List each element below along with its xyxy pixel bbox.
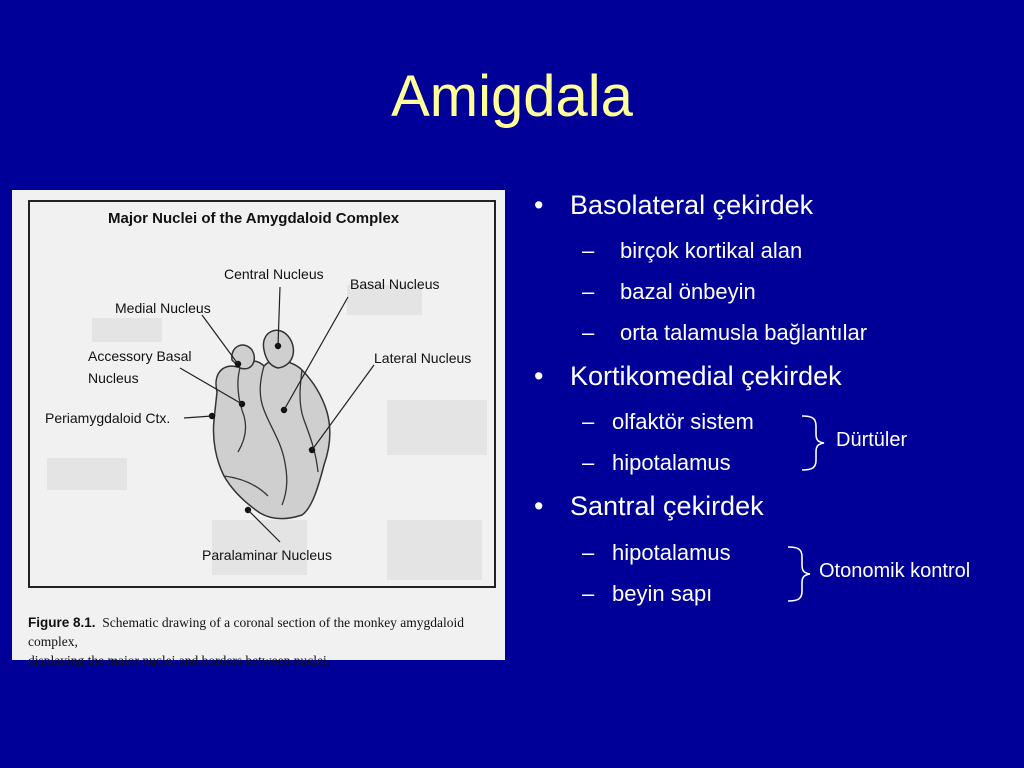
sub-item <box>582 409 754 435</box>
annotation-durtuler: Dürtüler <box>836 429 908 451</box>
annotation-otonomik: Otonomik kontrol <box>819 560 971 582</box>
sub-item <box>582 320 867 346</box>
sub-text: bazal önbeyin <box>620 279 756 304</box>
sub-text: beyin sapı <box>612 581 713 606</box>
amygdala-figure <box>12 190 505 668</box>
brace-durtuler <box>800 412 826 474</box>
dash-marker: – <box>582 238 595 263</box>
bullet-text: Santral çekirdek <box>570 491 764 521</box>
bullet-marker: • <box>534 361 544 391</box>
bullet-item <box>534 361 842 392</box>
label-central-nucleus: Central Nucleus <box>224 266 324 282</box>
sub-text: hipotalamus <box>612 540 731 565</box>
sub-item <box>582 581 712 607</box>
brace-otonomik <box>786 543 812 605</box>
label-periamygdaloid: Periamygdaloid Ctx. <box>45 410 171 426</box>
sub-text: orta talamusla bağlantılar <box>620 320 868 345</box>
figure-caption <box>28 613 498 670</box>
label-medial-nucleus: Medial Nucleus <box>115 300 211 316</box>
sub-item <box>582 450 731 476</box>
sub-item <box>582 279 756 305</box>
dash-marker: – <box>582 581 595 606</box>
dash-marker: – <box>582 320 595 345</box>
caption-prefix: Figure 8.1. <box>28 615 96 630</box>
sub-text: olfaktör sistem <box>612 409 754 434</box>
label-basal-nucleus: Basal Nucleus <box>350 276 440 292</box>
label-accessory-nucleus: Nucleus <box>88 370 139 386</box>
dash-marker: – <box>582 450 595 475</box>
bullet-text: Kortikomedial çekirdek <box>570 361 842 391</box>
sub-item <box>582 238 802 264</box>
bullet-item <box>534 190 813 221</box>
bullet-marker: • <box>534 190 544 220</box>
label-lateral-nucleus: Lateral Nucleus <box>374 350 472 366</box>
sub-item <box>582 540 731 566</box>
dash-marker: – <box>582 540 595 565</box>
bullet-marker: • <box>534 491 544 521</box>
figure-frame <box>28 200 496 588</box>
bullet-item <box>534 491 764 522</box>
caption-line-2: displaying the major nuclei and borders between nuclei. <box>28 653 331 668</box>
sub-text: hipotalamus <box>612 450 731 475</box>
dash-marker: – <box>582 409 595 434</box>
caption-line-1: Schematic drawing of a coronal section of the monkey amygdaloid complex, <box>28 615 465 649</box>
sub-text: birçok kortikal alan <box>620 238 803 263</box>
label-paralaminar-nucleus: Paralaminar Nucleus <box>202 547 332 563</box>
slide-title: Amigdala <box>391 64 633 129</box>
bullet-text: Basolateral çekirdek <box>570 190 814 220</box>
dash-marker: – <box>582 279 595 304</box>
figure-title: Major Nuclei of the Amygdaloid Complex <box>108 210 400 227</box>
label-accessory-basal: Accessory Basal <box>88 348 192 364</box>
